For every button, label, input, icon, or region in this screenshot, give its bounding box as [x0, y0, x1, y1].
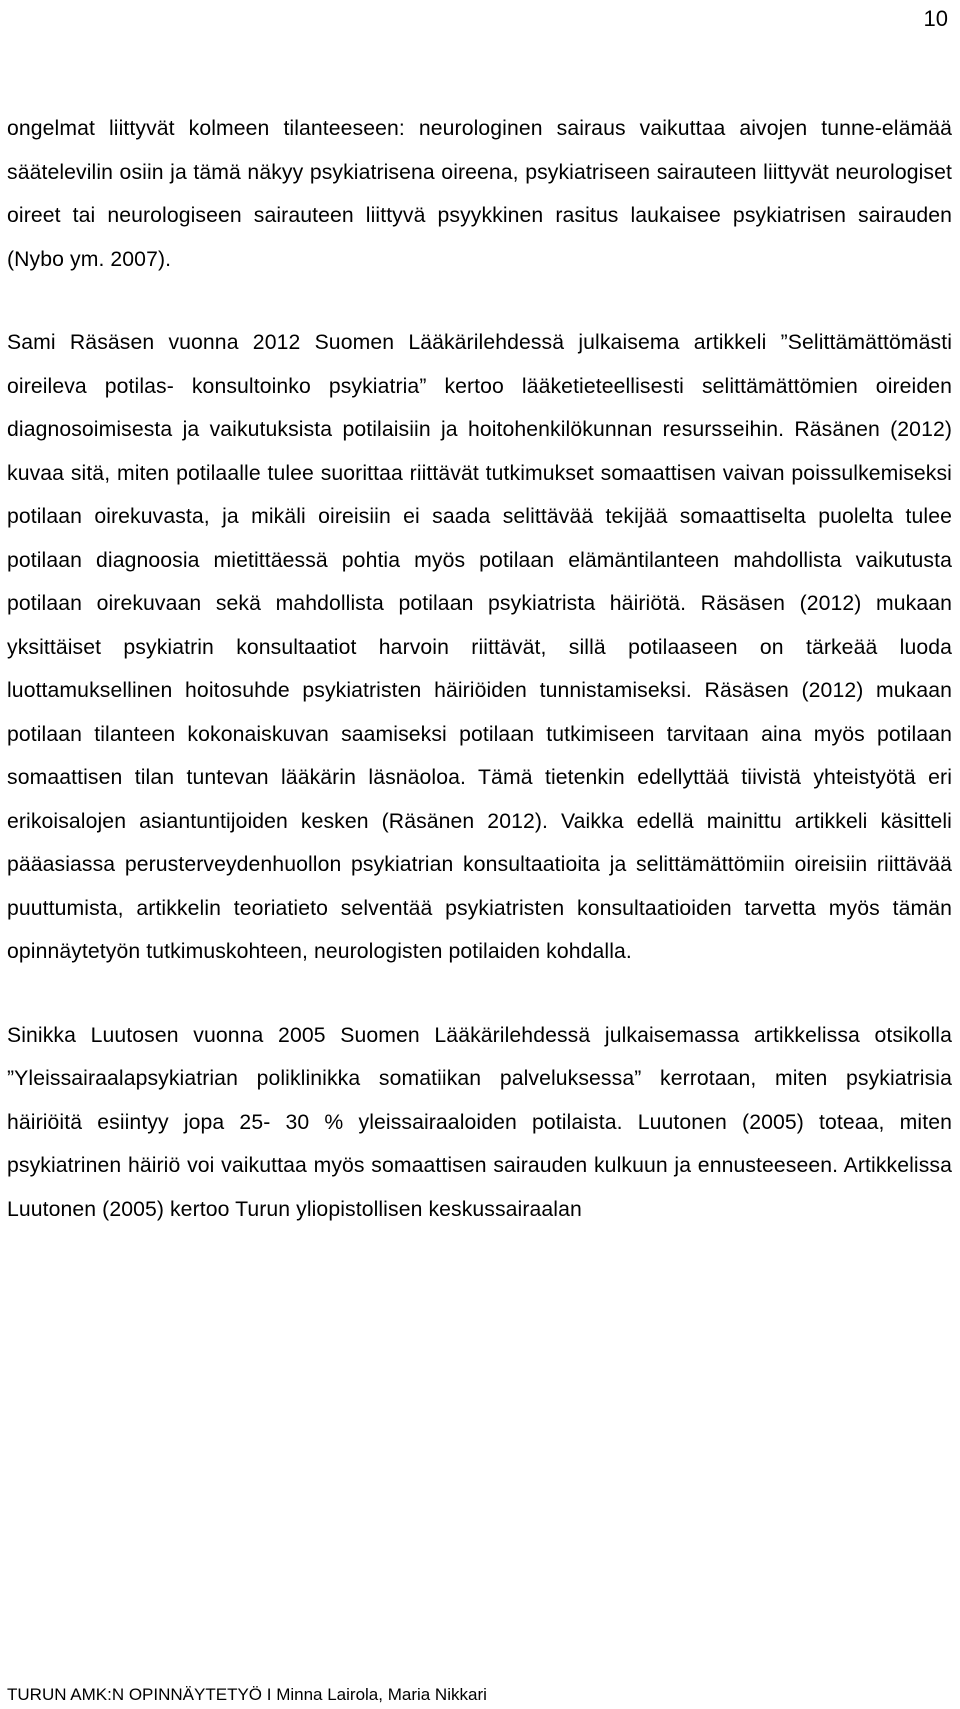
page-number: 10 [923, 6, 948, 31]
paragraph-3: Sinikka Luutosen vuonna 2005 Suomen Lääkärilehdessä julkaisemassa artikkelissa otsikolla ”Yleissairaalapsykiatrian poliklinikka somatiikan palveluksessa” kerrotaan, miten psykiatrisia häiriöitä esiintyy jopa 25- 30 % yleissairaaloiden potilaista. Luutonen (2005) toteaa, miten psykiatrinen häiriö voi vaikuttaa myös somaattisen sairauden kulkuun ja ennusteeseen. Artikkelissa Luutonen (2005) kertoo Turun yliopistollisen keskussairaalan [7, 1023, 952, 1221]
paragraph-2: Sami Räsäsen vuonna 2012 Suomen Lääkärilehdessä julkaisema artikkeli ”Selittämättömästi oireileva potilas- konsultoinko psykiatria” kertoo lääketieteellisesti selittämättömien oireiden diagnosoimisesta ja vaikutuksista potilaisiin ja hoitohenkilökunnan resursseihin. Räsänen (2012) kuvaa sitä, miten potilaalle tulee suorittaa riittävät tutkimukset somaattisen vaivan poissulkemiseksi potilaan oirekuvasta, ja mikäli oireisiin ei saada selittävää tekijää somaattiselta puolelta tulee potilaan diagnoosia mietittäessä pohtia myös potilaan elämäntilanteen mahdollista vaikutusta potilaan oirekuvaan sekä mahdollista potilaan psykiatrista häiriötä. Räsäsen (2012) mukaan yksittäiset psykiatrin konsultaatiot harvoin riittävät, sillä potilaaseen on tärkeää luoda luottamuksellinen hoitosuhde psykiatristen häiriöiden tunnistamiseksi. Räsäsen (2012) mukaan potilaan tilanteen kokonaiskuvan saamiseksi potilaan tutkimiseen tarvitaan aina myös potilaan somaattisen tilan tuntevan lääkärin läsnäoloa. Tämä tietenkin edellyttää tiivistä yhteistyötä eri erikoisalojen asiantuntijoiden kesken (Räsänen 2012). Vaikka edellä mainittu artikkeli käsitteli pääasiassa perusterveydenhuollon psykiatrian konsultaatioita ja selittämättömiin oireisiin riittävää puuttumista, artikkelin teoriatieto selventää psykiatristen konsultaatioiden tarvetta myös tämän opinnäytetyön tutkimuskohteen, neurologisten potilaiden kohdalla. [7, 331, 952, 963]
paragraph-1: ongelmat liittyvät kolmeen tilanteeseen: neurologinen sairaus vaikuttaa aivojen tunne-elämää säätelevilin osiin ja tämä näkyy psykiatrisena oireena, psykiatriseen sairauteen liittyvät neurologiset oireet tai neurologiseen sairauteen liittyvä psyykkinen rasitus laukaisee psykiatrisen sairauden (Nybo ym. 2007). [7, 117, 952, 271]
page-footer: TURUN AMK:N OPINNÄYTETYÖ I Minna Lairola, Maria Nikkari [7, 1685, 487, 1704]
body-text [7, 107, 952, 1231]
